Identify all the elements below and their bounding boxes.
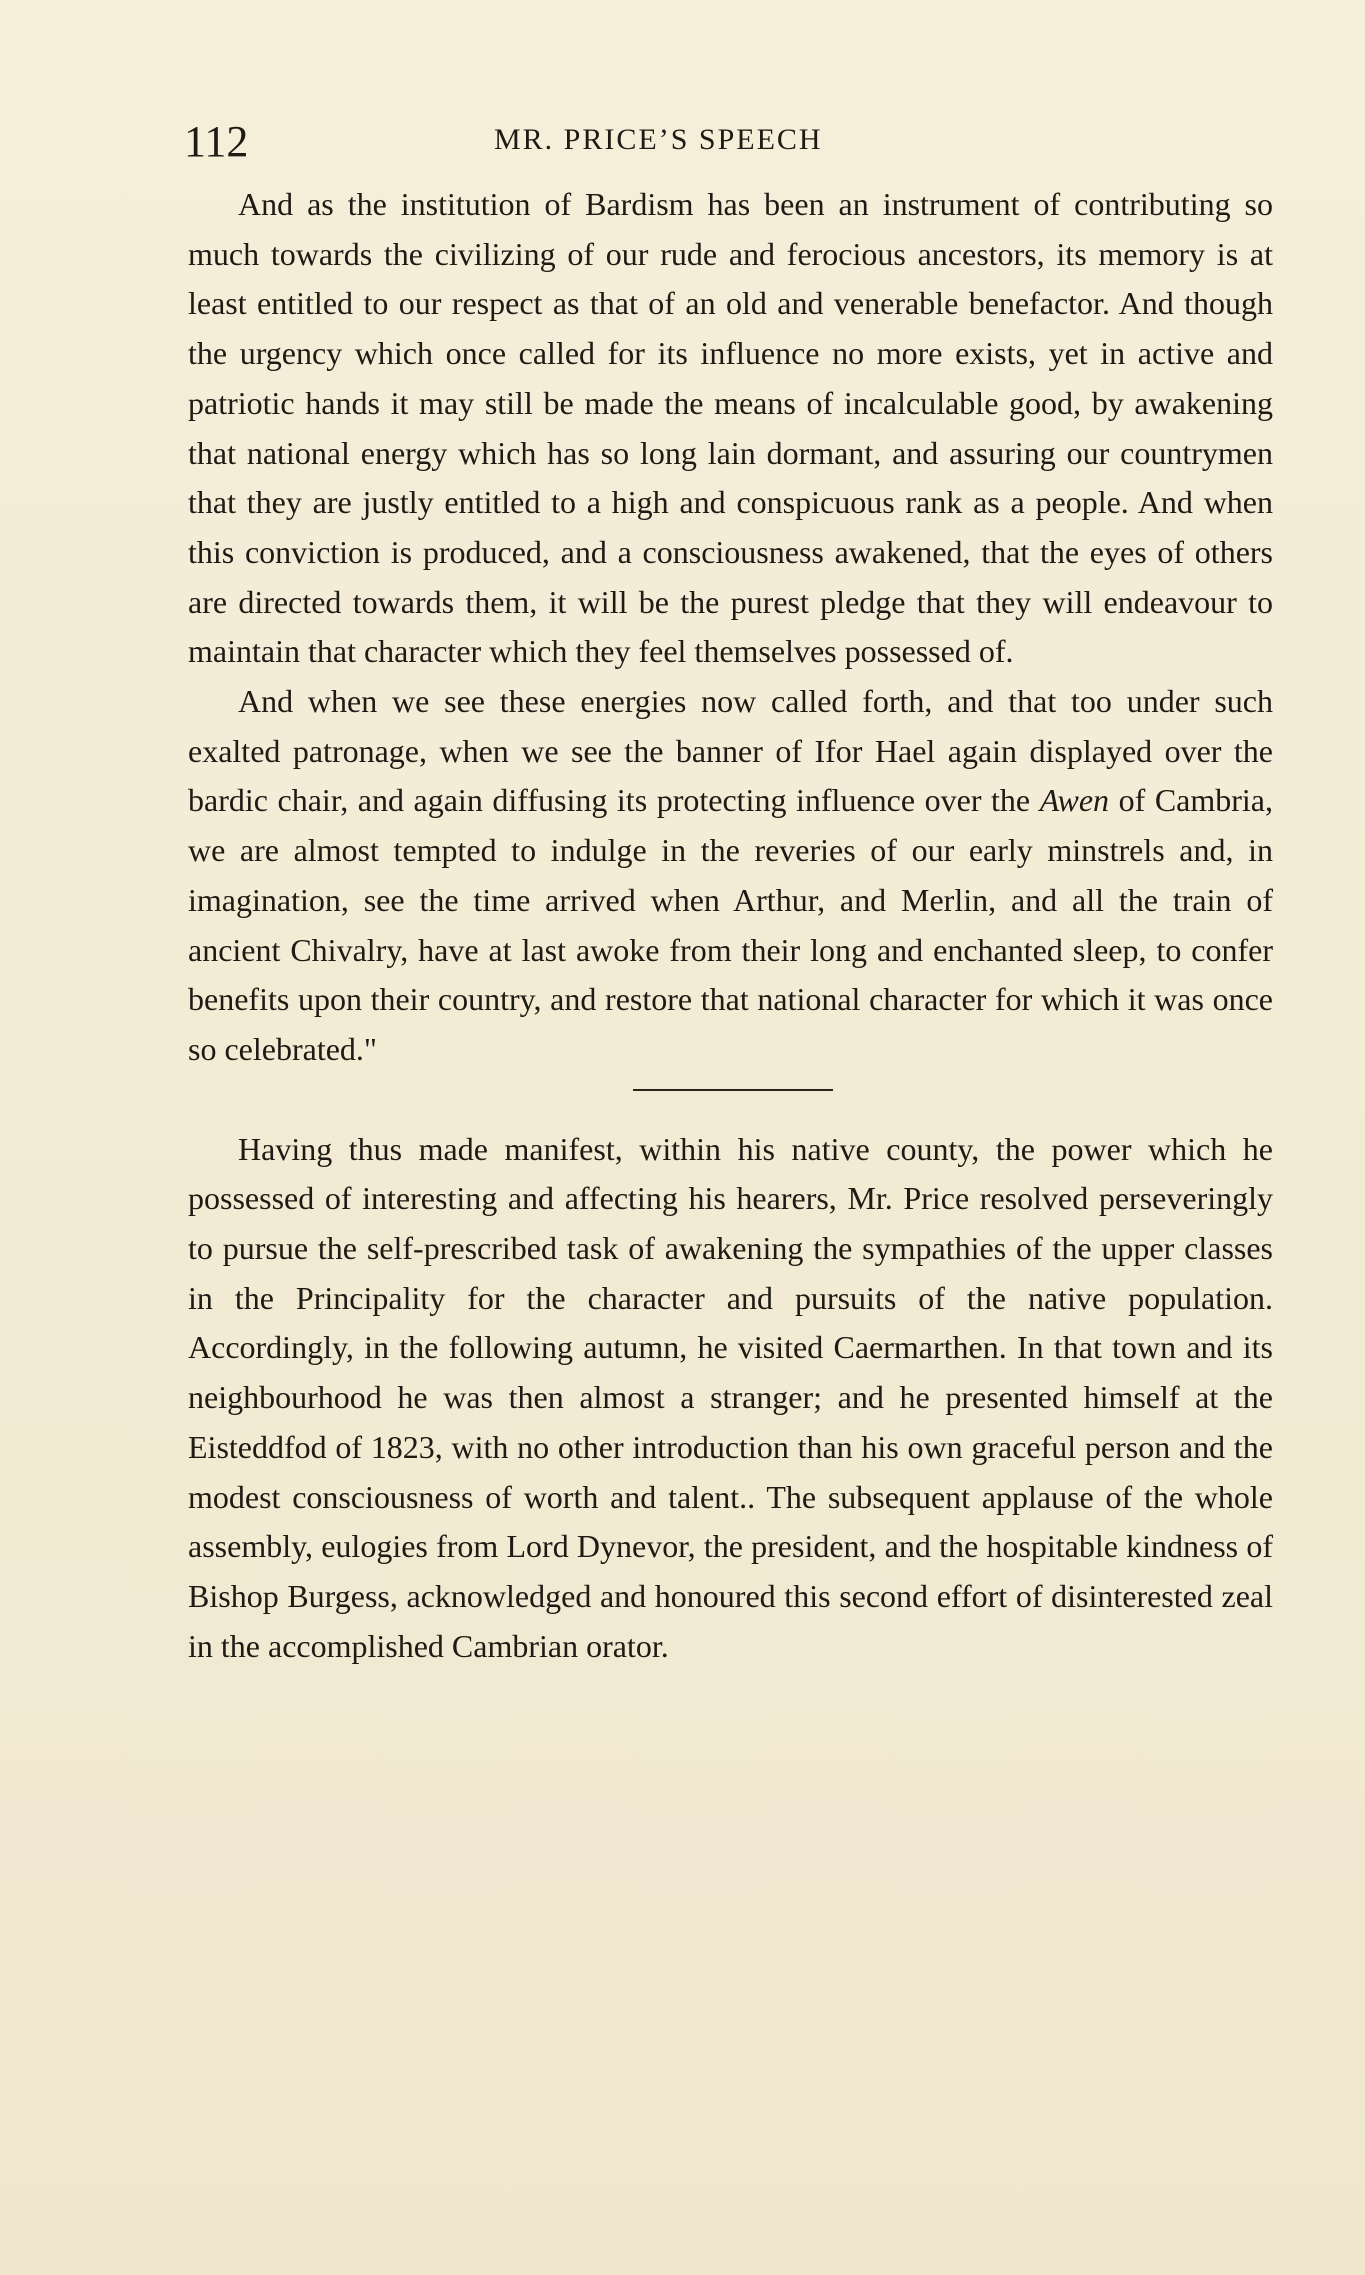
paragraph-bardism: And as the institution of Bardism has been an instrument of contributing so much towards the civilizing of our rude and ferocious ancestors, its memory is at least entitled to our respect as that of an old and venerable benefactor. And though the urgency which once called for its influence no more exists, yet in active and patriotic hands it may still be made the means of incalculable good, by awakening that national energy which has so long lain dormant, and assuring our countrymen that they are justly entitled to a high and conspicuous rank as a people. And when this conviction is produced, and a consciousness awakened, that the eyes of others are directed towards them, it will be the purest pledge that they will endeavour to maintain that character which they feel themselves possessed of. bbox=[188, 186, 1273, 670]
section-divider bbox=[188, 1075, 1273, 1115]
paragraph-energies-end: of Cambria, we are almost tempted to indulge in the reveries of our early minstrels and, in imagination, see the time arrived when Arthur, and Merlin, and all the train of ancient Chivalry, have at last awoke from their long and enchanted sleep, to confer benefits upon their country, and restore that national character for which it was once so celebrated." bbox=[188, 782, 1274, 1067]
paragraph-caermarthen: Having thus made manifest, within his native county, the power which he possessed of interesting and affecting his hearers, Mr. Price resolved perseveringly to pursue the self-prescribed task of awakening the sympathies of the upper classes in the Principality for the character and pursuits of the native population. Accordingly, in the following autumn, he visited Caermarthen. In that town and its neighbourhood he was then almost a stranger; and he presented himself at the Eisteddfod of 1823, with no other introduction than his own graceful person and the modest consciousness of worth and talent.. The subsequent applause of the whole assembly, eulogies from Lord Dynevor, the president, and the hospitable kindness of Bishop Burgess, acknowledged and honoured this second effort of disinterested zeal in the accomplished Cambrian orator. bbox=[188, 1130, 1273, 1664]
divider-rule bbox=[633, 1089, 833, 1091]
running-head bbox=[184, 112, 1274, 172]
paragraph-energies bbox=[188, 677, 1273, 1075]
paragraph-energies-start: And when we see these energies now called forth, and that too under such exalted patronage, when we see the banner of Ifor Hael again displayed over the bardic chair, and again diffusing its protecting influence over the bbox=[188, 683, 1273, 819]
awen-italic: Awen bbox=[1039, 782, 1110, 819]
page-body bbox=[188, 180, 1273, 1671]
page-number: 112 bbox=[184, 117, 249, 166]
running-title: MR. PRICE’S SPEECH bbox=[494, 123, 823, 156]
